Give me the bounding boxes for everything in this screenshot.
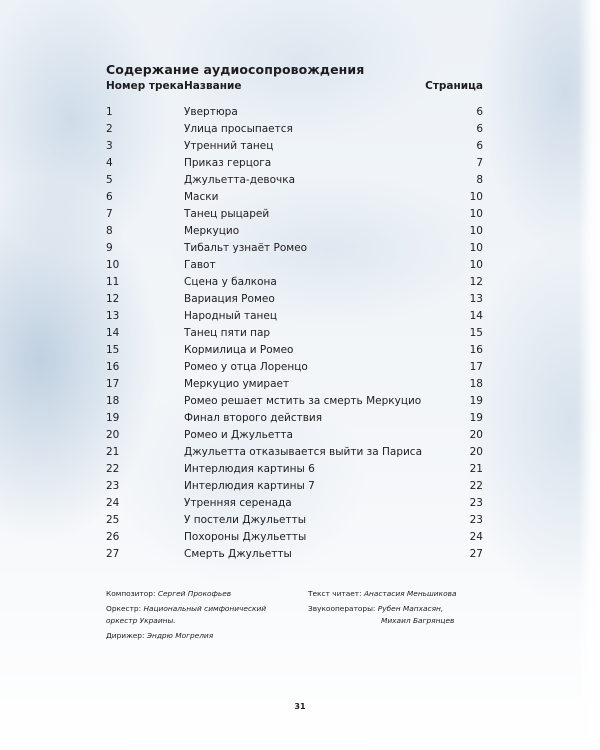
track-row [106, 529, 483, 546]
track-row [106, 206, 483, 223]
header-page: Страница [425, 80, 483, 92]
track-number: 23 [106, 480, 120, 492]
track-number: 18 [106, 395, 120, 407]
track-number: 20 [106, 429, 120, 441]
track-row [106, 138, 483, 155]
track-name: Интерлюдия картины 6 [184, 463, 315, 475]
track-name: Ромео и Джульетта [184, 429, 293, 441]
track-row [106, 291, 483, 308]
track-row [106, 308, 483, 325]
conductor-credit: Дирижер: Эндрю Могрелия [106, 631, 214, 640]
track-page: 23 [469, 497, 483, 509]
track-row [106, 325, 483, 342]
track-number: 1 [106, 106, 113, 118]
track-number: 27 [106, 548, 120, 560]
track-page: 10 [469, 225, 483, 237]
track-number: 25 [106, 514, 120, 526]
track-name: Танец пяти пар [184, 327, 271, 339]
track-name: Меркуцио умирает [184, 378, 290, 390]
page-number: 31 [294, 702, 306, 711]
narrator-credit: Текст читает: Анастасия Меньшикова [308, 589, 457, 598]
track-row [106, 512, 483, 529]
track-number: 24 [106, 497, 120, 509]
page-edge [578, 0, 600, 750]
track-page: 10 [469, 259, 483, 271]
track-page: 24 [469, 531, 483, 543]
track-list [106, 104, 483, 563]
composer-credit: Композитор: Сергей Прокофьев [106, 589, 232, 598]
track-row [106, 461, 483, 478]
track-number: 6 [106, 191, 113, 203]
track-number: 13 [106, 310, 120, 322]
track-number: 26 [106, 531, 120, 543]
track-name: Маски [184, 191, 219, 203]
orchestra-credit: Оркестр: Национальный симфонический [106, 604, 267, 613]
track-row [106, 223, 483, 240]
track-page: 6 [476, 140, 483, 152]
track-page: 19 [469, 412, 483, 424]
track-number: 12 [106, 293, 120, 305]
track-number: 19 [106, 412, 120, 424]
track-row [106, 274, 483, 291]
track-page: 15 [469, 327, 483, 339]
track-row [106, 172, 483, 189]
track-row [106, 240, 483, 257]
track-row [106, 257, 483, 274]
track-number: 4 [106, 157, 113, 169]
track-name: Приказ герцога [184, 157, 272, 169]
track-page: 16 [469, 344, 483, 356]
track-name: Джульетта-девочка [184, 174, 296, 186]
track-number: 9 [106, 242, 113, 254]
track-row [106, 342, 483, 359]
header-track-number: Номер трека [106, 80, 184, 92]
track-name: Ромео у отца Лоренцо [184, 361, 308, 373]
track-page: 21 [469, 463, 483, 475]
track-row [106, 359, 483, 376]
track-row [106, 104, 483, 121]
track-page: 10 [469, 208, 483, 220]
track-name: Похороны Джульетты [184, 531, 307, 543]
track-name: Смерть Джульетты [184, 548, 292, 560]
track-row [106, 121, 483, 138]
track-row [106, 393, 483, 410]
track-row [106, 155, 483, 172]
track-name: Меркуцио [184, 225, 240, 237]
track-name: Ромео решает мстить за смерть Меркуцио [184, 395, 422, 407]
track-name: Интерлюдия картины 7 [184, 480, 315, 492]
track-number: 8 [106, 225, 113, 237]
track-name: Улица просыпается [184, 123, 293, 135]
track-page: 10 [469, 191, 483, 203]
track-row [106, 546, 483, 563]
sound-credit: Звукооператоры: Рубен Мапхасян, [308, 604, 444, 613]
track-row [106, 427, 483, 444]
track-name: Утренний танец [184, 140, 274, 152]
track-number: 2 [106, 123, 113, 135]
credits-left [106, 588, 306, 642]
track-name: Кормилица и Ромео [184, 344, 294, 356]
track-page: 22 [469, 480, 483, 492]
track-number: 7 [106, 208, 113, 220]
track-name: Утренняя серенада [184, 497, 292, 509]
track-page: 19 [469, 395, 483, 407]
track-number: 14 [106, 327, 120, 339]
track-row [106, 495, 483, 512]
track-page: 18 [469, 378, 483, 390]
track-row [106, 189, 483, 206]
track-row [106, 376, 483, 393]
orchestra-credit-cont: оркестр Украины. [106, 616, 176, 625]
track-name: Сцена у балкона [184, 276, 277, 288]
track-page: 13 [469, 293, 483, 305]
track-name: Гавот [184, 259, 216, 271]
track-number: 17 [106, 378, 120, 390]
track-number: 10 [106, 259, 120, 271]
track-name: Народный танец [184, 310, 278, 322]
track-page: 20 [469, 446, 483, 458]
track-row [106, 478, 483, 495]
track-name: Джульетта отказывается выйти за Париса [184, 446, 423, 458]
track-name: Увертюра [184, 106, 238, 118]
track-name: У постели Джульетты [184, 514, 307, 526]
track-page: 20 [469, 429, 483, 441]
track-name: Финал второго действия [184, 412, 323, 424]
track-page: 7 [476, 157, 483, 169]
track-number: 11 [106, 276, 120, 288]
track-number: 21 [106, 446, 120, 458]
credits-right [308, 588, 508, 627]
track-number: 15 [106, 344, 120, 356]
track-page: 10 [469, 242, 483, 254]
track-row [106, 444, 483, 461]
track-page: 27 [469, 548, 483, 560]
track-page: 6 [476, 123, 483, 135]
track-page: 12 [469, 276, 483, 288]
track-number: 3 [106, 140, 113, 152]
track-page: 6 [476, 106, 483, 118]
sound-credit-cont: Михаил Багрянцев [381, 616, 455, 625]
track-name: Танец рыцарей [184, 208, 270, 220]
track-page: 17 [469, 361, 483, 373]
track-page: 8 [476, 174, 483, 186]
track-number: 5 [106, 174, 113, 186]
track-number: 16 [106, 361, 120, 373]
track-name: Вариация Ромео [184, 293, 275, 305]
toc-title: Содержание аудиосопровождения [106, 62, 365, 77]
header-track-name: Название [184, 80, 242, 92]
track-number: 22 [106, 463, 120, 475]
track-page: 14 [469, 310, 483, 322]
track-page: 23 [469, 514, 483, 526]
track-name: Тибальт узнаёт Ромео [184, 242, 308, 254]
track-row [106, 410, 483, 427]
